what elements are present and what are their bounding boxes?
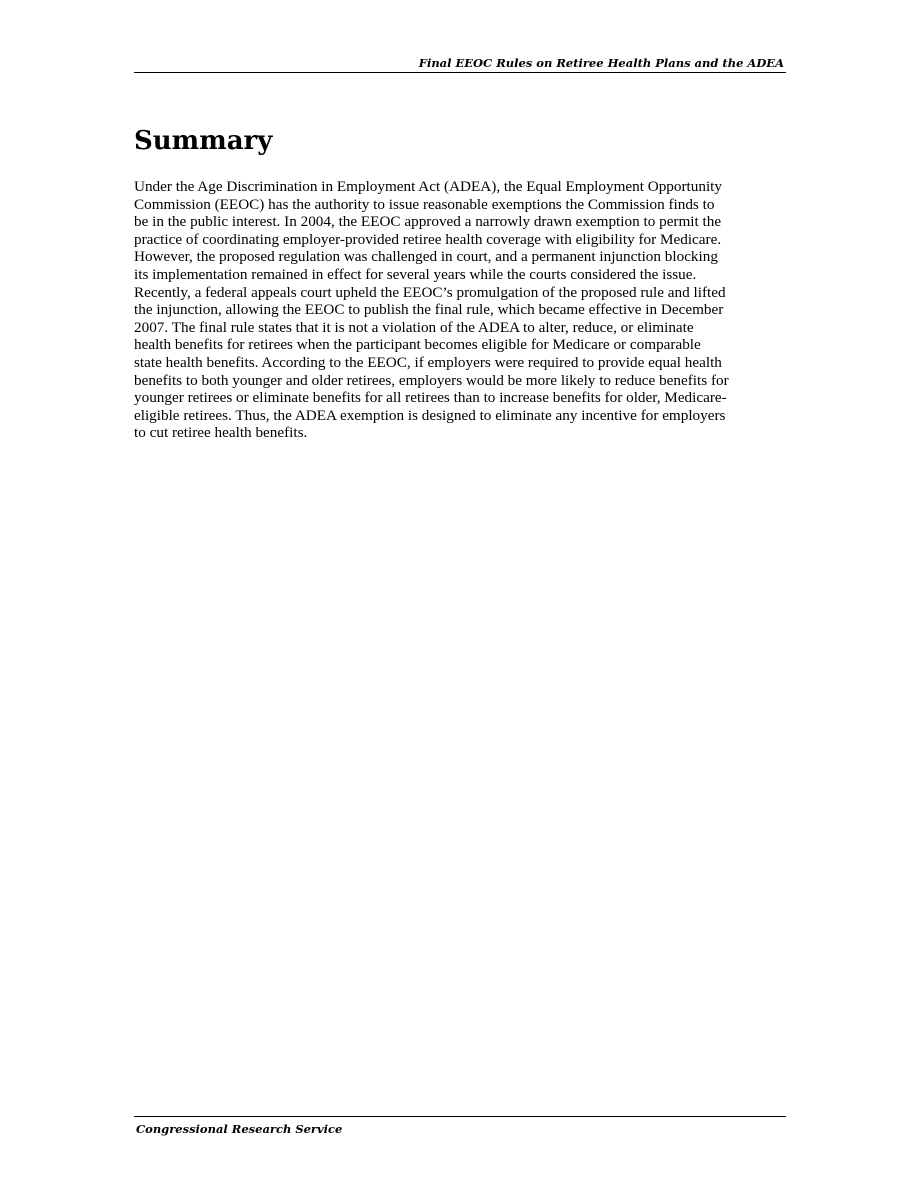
summary-line: younger retirees or eliminate benefits for all retirees than to increase benefits for older, Medicare- <box>134 389 727 407</box>
summary-line: to cut retiree health benefits. <box>134 424 308 442</box>
summary-line: the injunction, allowing the EEOC to publish the final rule, which became effective in December <box>134 301 724 319</box>
summary-line: its implementation remained in effect for several years while the courts considered the issue. <box>134 265 697 283</box>
summary-line: state health benefits. According to the EEOC, if employers were required to provide equal health <box>134 353 722 371</box>
footer-organization: Congressional Research Service <box>136 1122 343 1136</box>
summary-line: practice of coordinating employer-provided retiree health coverage with eligibility for Medicare. <box>134 230 722 248</box>
summary-line: 2007. The final rule states that it is not a violation of the ADEA to alter, reduce, or eliminate <box>134 318 694 336</box>
summary-line: However, the proposed regulation was challenged in court, and a permanent injunction blocking <box>134 248 718 266</box>
running-footer <box>134 1116 786 1136</box>
summary-line: eligible retirees. Thus, the ADEA exemption is designed to eliminate any incentive for employers <box>134 406 726 424</box>
running-header <box>134 56 786 73</box>
summary-line: benefits to both younger and older retirees, employers would be more likely to reduce benefits for <box>134 371 729 389</box>
page-title: Summary <box>134 126 273 156</box>
summary-line: be in the public interest. In 2004, the EEOC approved a narrowly drawn exemption to permit the <box>134 213 722 231</box>
summary-paragraph <box>134 178 786 442</box>
running-header-title: Final EEOC Rules on Retiree Health Plans and the ADEA <box>418 56 784 70</box>
summary-line: Commission (EEOC) has the authority to issue reasonable exemptions the Commission finds to <box>134 195 715 213</box>
summary-line: Recently, a federal appeals court upheld the EEOC’s promulgation of the proposed rule and lifted <box>134 283 726 301</box>
summary-line: Under the Age Discrimination in Employment Act (ADEA), the Equal Employment Opportunity <box>134 178 722 195</box>
summary-line: health benefits for retirees when the participant becomes eligible for Medicare or comparable <box>134 336 701 354</box>
